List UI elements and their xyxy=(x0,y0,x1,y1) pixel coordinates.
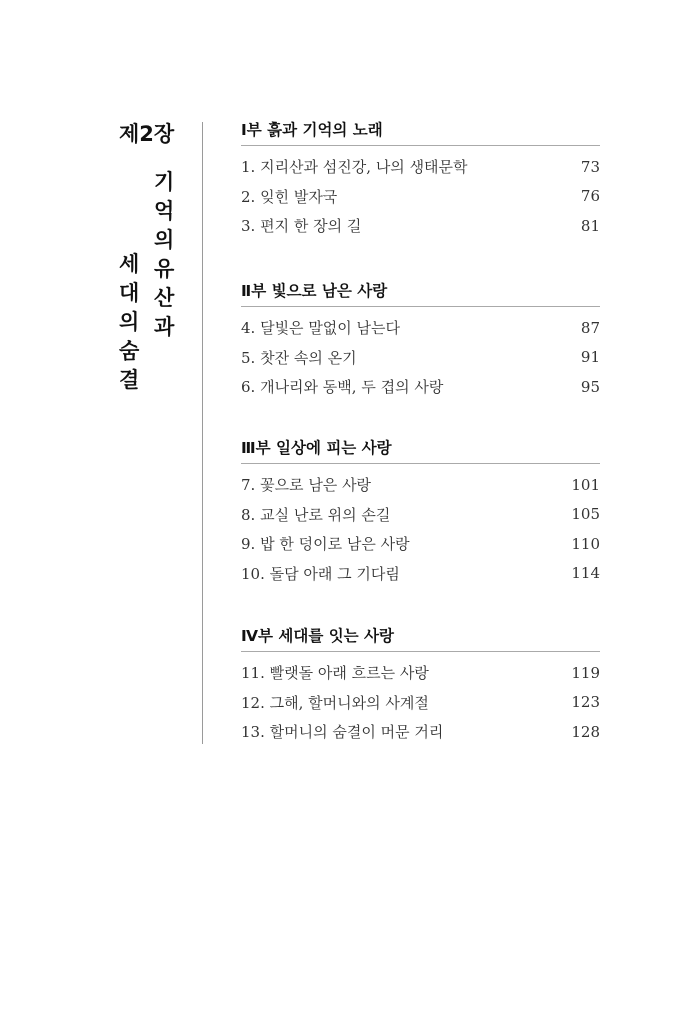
entry-page: 110 xyxy=(571,534,600,553)
toc-part-1 xyxy=(241,118,600,241)
toc-part-2 xyxy=(241,279,600,402)
chapter-title-char: 대 xyxy=(119,281,140,305)
part-rule xyxy=(241,306,600,307)
chapter-title-char: 기 xyxy=(154,170,175,194)
entry-page: 95 xyxy=(580,377,600,396)
entry-title: 13. 할머니의 숨결이 머문 거리 xyxy=(241,723,444,742)
part-rule xyxy=(241,145,600,146)
chapter-title-column-right xyxy=(154,168,174,342)
toc-entry[interactable] xyxy=(241,470,600,500)
chapter-title-char: 세 xyxy=(119,252,140,276)
toc-entry[interactable] xyxy=(241,152,600,182)
entry-title: 7. 꽃으로 남은 사랑 xyxy=(241,476,372,495)
toc-entry[interactable] xyxy=(241,211,600,241)
entry-title: 10. 돌담 아래 그 기다림 xyxy=(241,564,400,583)
part-title: Ⅲ부 일상에 피는 사랑 xyxy=(241,439,392,457)
part-title: Ⅱ부 빛으로 남은 사랑 xyxy=(241,282,388,300)
toc-part-4 xyxy=(241,624,600,747)
chapter-title-char: 의 xyxy=(119,310,140,334)
entry-page: 119 xyxy=(571,663,600,682)
chapter-title-char: 결 xyxy=(119,368,140,392)
chapter-title-char: 억 xyxy=(154,199,175,223)
toc-entry[interactable] xyxy=(241,688,600,718)
entry-page: 123 xyxy=(571,693,600,712)
entry-page: 114 xyxy=(571,564,600,583)
toc-entry[interactable] xyxy=(241,559,600,589)
chapter-title-char: 과 xyxy=(154,315,175,339)
entry-title: 2. 잊힌 발자국 xyxy=(241,187,338,206)
part-rule xyxy=(241,651,600,652)
entry-title: 9. 밥 한 덩이로 남은 사랑 xyxy=(241,535,410,554)
part-title: Ⅳ부 세대를 잇는 사랑 xyxy=(241,627,395,645)
chapter-title-char: 의 xyxy=(154,228,175,252)
chapter-title-char: 산 xyxy=(154,286,175,310)
entry-page: 87 xyxy=(580,318,600,337)
toc-entry[interactable] xyxy=(241,500,600,530)
chapter-title-char: 숨 xyxy=(119,339,140,363)
part-title: Ⅰ부 흙과 기억의 노래 xyxy=(241,121,383,139)
chapter-title-char: 유 xyxy=(154,257,175,281)
toc-entry[interactable] xyxy=(241,717,600,747)
vertical-divider xyxy=(202,122,203,744)
entry-title: 4. 달빛은 말없이 남는다 xyxy=(241,319,401,338)
toc-entry[interactable] xyxy=(241,182,600,212)
entry-title: 3. 편지 한 장의 길 xyxy=(241,217,362,236)
entry-page: 91 xyxy=(580,348,600,367)
toc-entry[interactable] xyxy=(241,529,600,559)
chapter-label: 제2장 xyxy=(119,122,175,146)
entry-page: 73 xyxy=(580,157,600,176)
toc-entry[interactable] xyxy=(241,343,600,373)
entry-page: 76 xyxy=(580,187,600,206)
entry-title: 12. 그해, 할머니와의 사계절 xyxy=(241,693,429,712)
toc-entry[interactable] xyxy=(241,658,600,688)
toc-part-3 xyxy=(241,436,600,588)
entry-page: 81 xyxy=(580,216,600,235)
chapter-title-column-left xyxy=(119,250,139,395)
toc-entry[interactable] xyxy=(241,313,600,343)
entry-title: 8. 교실 난로 위의 손길 xyxy=(241,505,391,524)
entry-title: 5. 찻잔 속의 온기 xyxy=(241,348,357,367)
entry-page: 128 xyxy=(571,722,600,741)
entry-title: 11. 빨랫돌 아래 흐르는 사랑 xyxy=(241,664,429,683)
part-rule xyxy=(241,463,600,464)
toc-entry[interactable] xyxy=(241,372,600,402)
entry-title: 1. 지리산과 섬진강, 나의 생태문학 xyxy=(241,158,468,177)
entry-page: 101 xyxy=(571,475,600,494)
entry-title: 6. 개나리와 동백, 두 겹의 사랑 xyxy=(241,378,444,397)
entry-page: 105 xyxy=(571,505,600,524)
